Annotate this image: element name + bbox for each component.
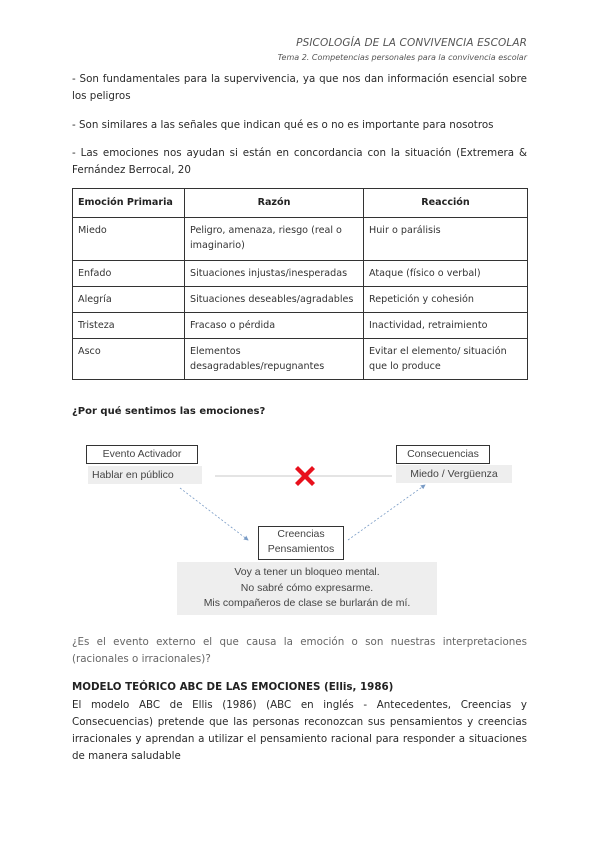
model-heading: MODELO TEÓRICO ABC DE LAS EMOCIONES (Ellis, 1986) [72,681,394,693]
beliefs-label-1: Creencias [277,528,325,540]
consequences-label-box [396,445,490,464]
belief-example: No sabré cómo expresarme. [240,581,374,594]
emotions-table [72,188,528,380]
cell-reason: Fracaso o pérdida [185,313,364,339]
bullet-paragraph-1: - Son fundamentales para la supervivencia, ya que nos dan información esencial sobre los peligros [72,73,527,102]
activator-to-beliefs-arrow [180,488,248,540]
beliefs-label-box [258,526,344,560]
activator-label: Evento Activador [102,448,182,460]
cell-reason: Situaciones deseables/agradables [185,287,364,313]
cell-emotion: Tristeza [73,313,185,339]
table-row [73,218,528,261]
cell-reason: Situaciones injustas/inesperadas [185,261,364,287]
bullet-paragraph-3: - Las emociones nos ayudan si están en concordancia con la situación (Extremera & Fernández Berrocal, 20 [72,147,527,176]
cell-reaction: Inactividad, retraimiento [364,313,528,339]
document-header-title: PSICOLOGÍA DE LA CONVIVENCIA ESCOLAR [296,37,527,49]
consequences-example-box [396,465,512,483]
belief-example: Mis compañeros de clase se burlarán de mí. [203,597,411,609]
reflection-question: ¿Es el evento externo el que causa la emoción o son nuestras interpretaciones (racionales o irracionales)? [72,636,527,665]
cell-reason: Peligro, amenaza, riesgo (real o imaginario) [185,218,364,261]
document-header-subtitle: Tema 2. Competencias personales para la convivencia escolar [277,53,527,62]
column-header-reaction: Reacción [364,189,528,218]
section-question: ¿Por qué sentimos las emociones? [72,406,266,417]
cell-reaction: Evitar el elemento/ situación que lo produce [364,339,528,380]
activator-label-box [86,445,198,464]
table-row [73,287,528,313]
cell-reaction: Repetición y cohesión [364,287,528,313]
beliefs-examples-box [177,562,437,615]
table-header-row [73,189,528,218]
consequences-example: Miedo / Vergüenza [410,468,498,480]
beliefs-label-2: Pensamientos [267,543,335,555]
cell-emotion: Asco [73,339,185,380]
consequences-label: Consecuencias [407,448,479,460]
cell-emotion: Enfado [73,261,185,287]
activator-example: Hablar en público [92,469,174,481]
cell-emotion: Alegría [73,287,185,313]
table-row [73,339,528,380]
column-header-reason: Razón [185,189,364,218]
cell-reaction: Ataque (físico o verbal) [364,261,528,287]
cell-emotion: Miedo [73,218,185,261]
beliefs-to-consequence-arrow [348,485,425,540]
activator-example-box [88,466,202,484]
belief-example: Voy a tener un bloqueo mental. [234,566,380,578]
model-body: El modelo ABC de Ellis (1986) (ABC en inglés - Antecedentes, Creencias y Consecuencias) pretende que las personas reconozcan sus pensamientos y creencias irracionales y aprendan a utilizar el pensamiento racional para responder a situaciones de manera saludable [72,699,527,762]
cell-reason: Elementos desagradables/repugnantes [185,339,364,380]
table-row [73,313,528,339]
cell-reaction: Huir o parálisis [364,218,528,261]
bullet-paragraph-2: - Son similares a las señales que indican qué es o no es importante para nosotros [72,119,494,131]
abc-diagram [0,430,600,615]
column-header-emotion: Emoción Primaria [73,189,185,218]
table-row [73,261,528,287]
